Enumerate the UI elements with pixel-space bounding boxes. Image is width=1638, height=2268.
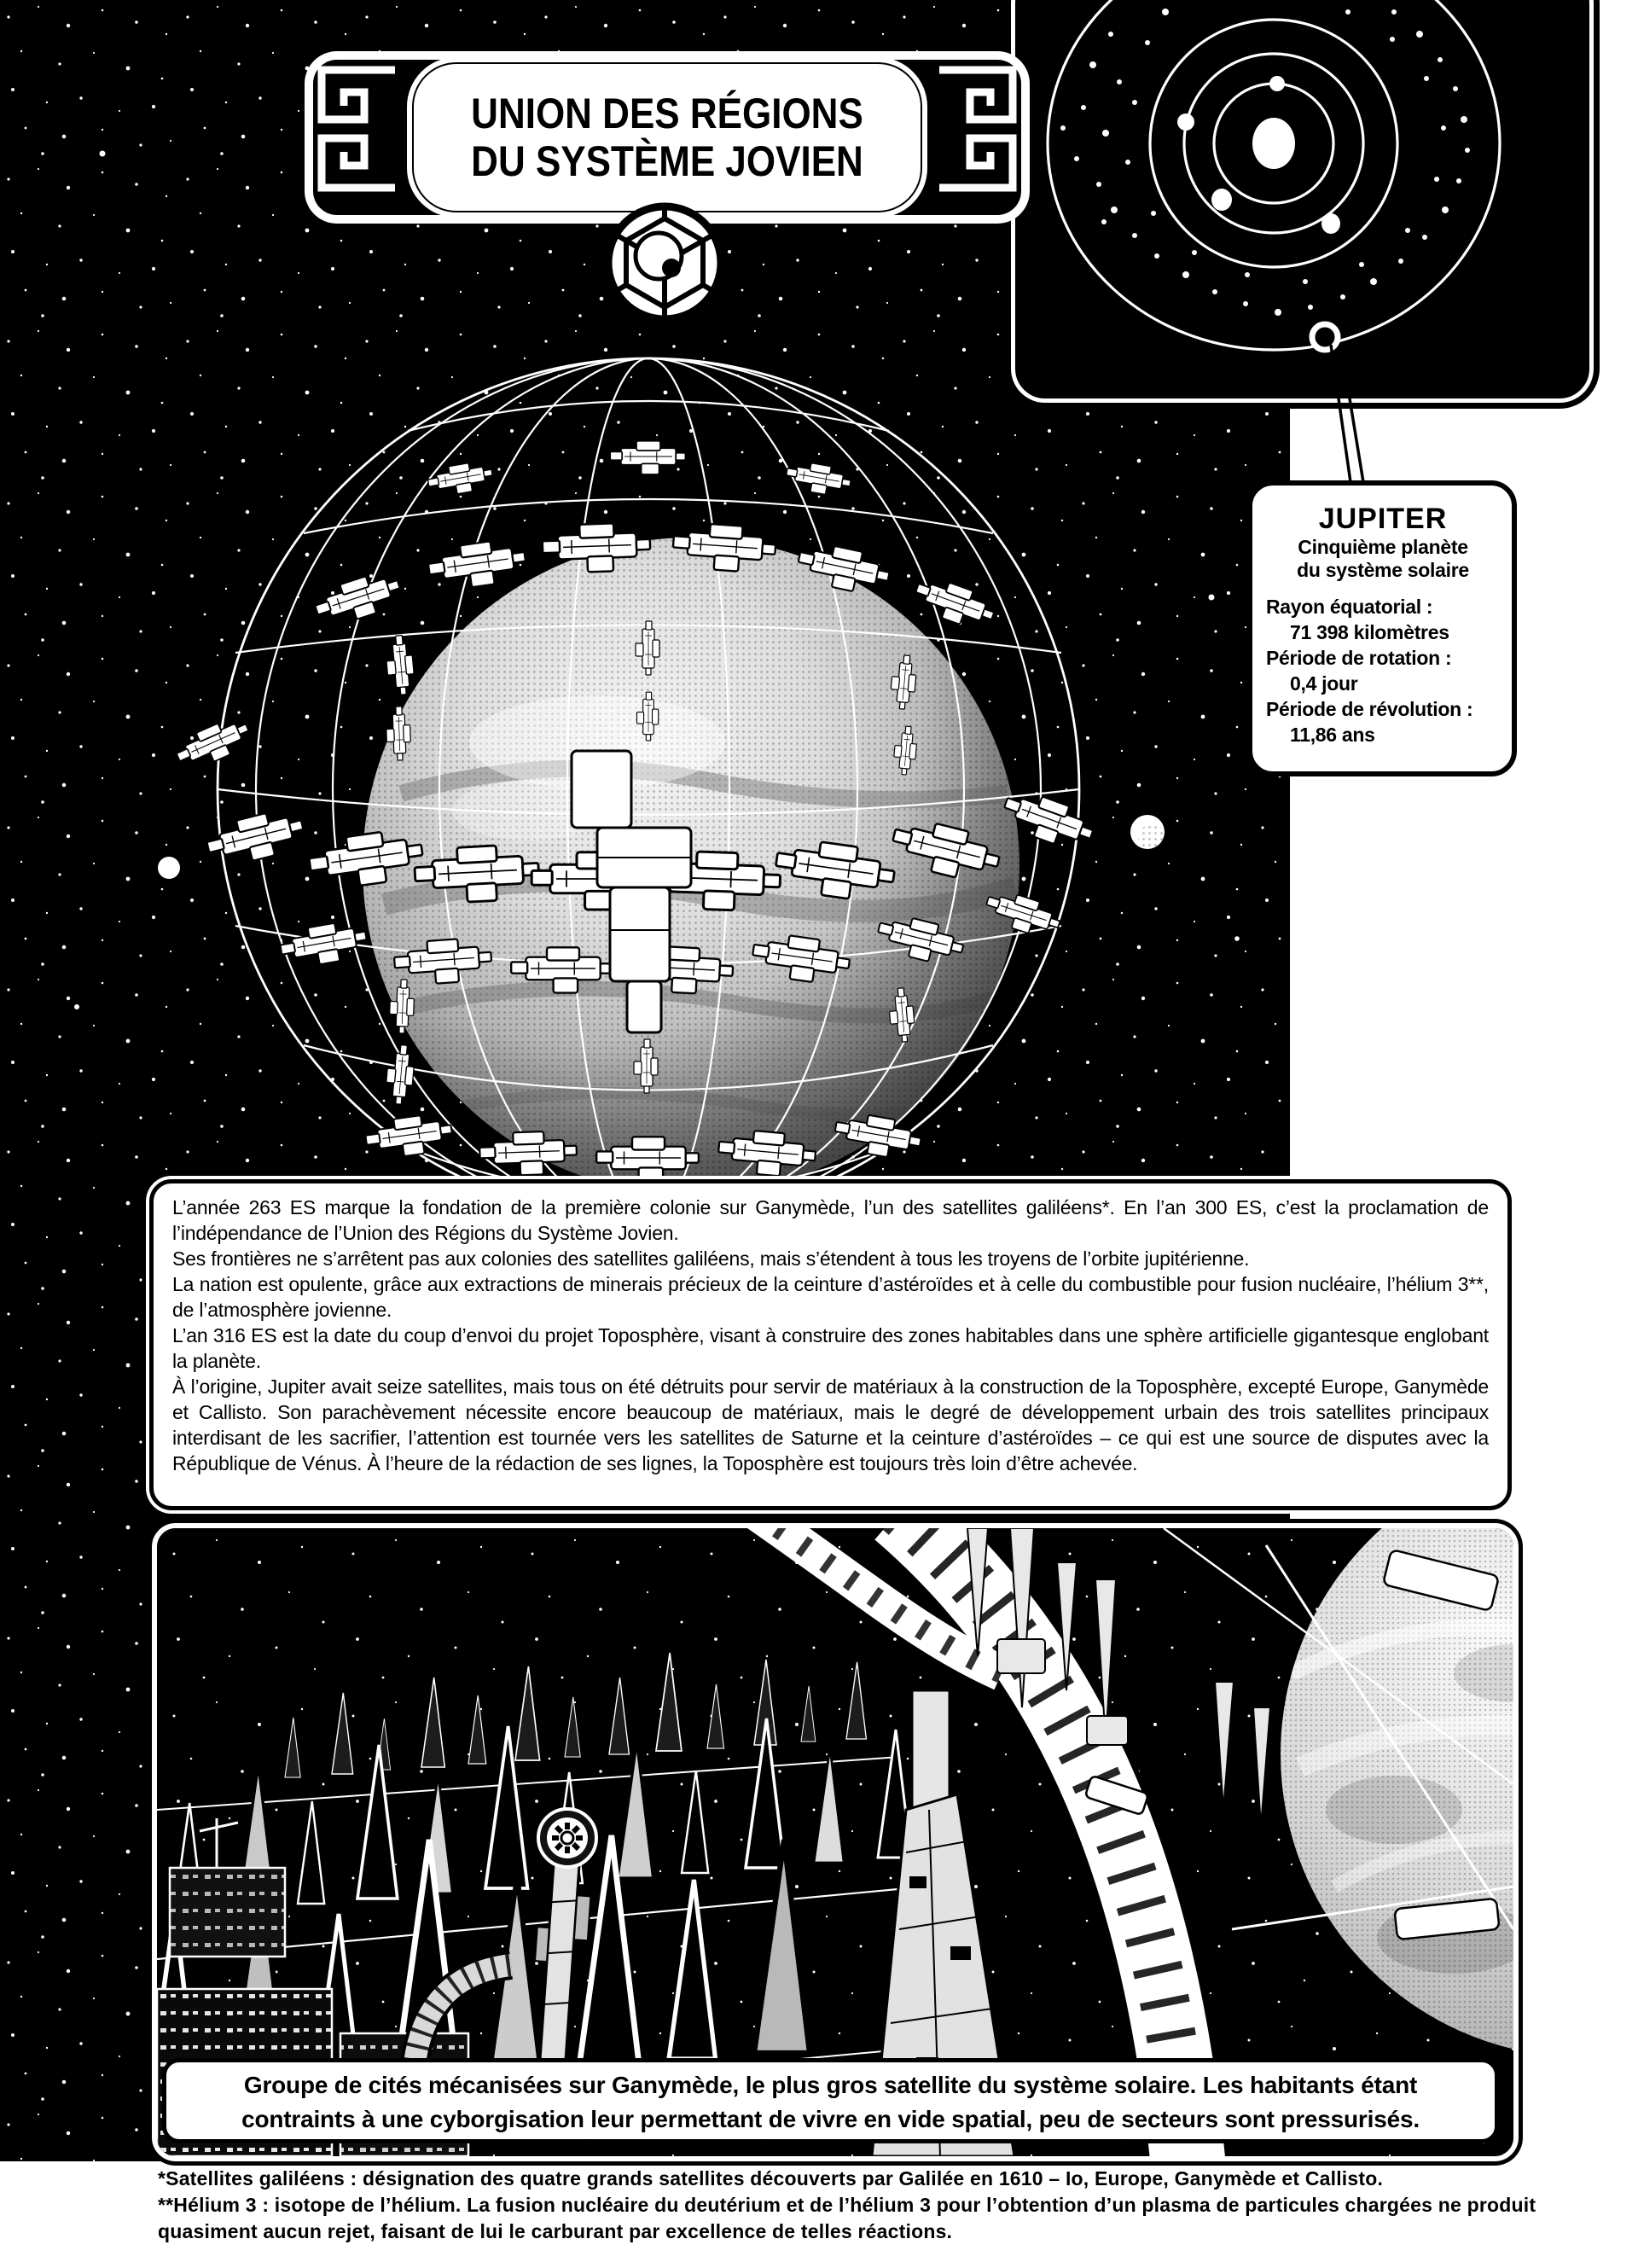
jupiter-info-card [1247, 480, 1517, 776]
field-label: Période de révolution : [1266, 698, 1473, 720]
footnote-1: *Satellites galiléens : désignation des quatre grands satellites découverts par Galilée en 1610 – Io, Europe, Ganymède et Callisto. [158, 2167, 1384, 2189]
moon-dot [1211, 189, 1232, 211]
moon-dot [1269, 76, 1285, 91]
history-paragraph: À l’origine, Jupiter avait seize satellites, mais tous on été détruits pour servir de matériaux à la construction de la Toposphère, excepté Europe, Ganymède et Callisto. Son parachèvement nécessite encore beaucoup de matériaux, mais le degré de développement urbain des trois satellites principaux interdisant de les sacrifier, l’attention est tournée vers les satellites de Saturne et la ceinture d’astéroïdes – ce qui est une source de disputes avec la République de Vénus. À l’heure de la rédaction de ses lignes, la Toposphère est toujours très loin d’être achevée. [172, 1375, 1489, 1474]
history-text-box [149, 1179, 1512, 1510]
callout-marker [1312, 324, 1338, 350]
footnote-2: **Hélium 3 : isotope de l’hélium. La fusion nucléaire du deutérium et de l’hélium 3 pour l’obtention d’un plasma de particules chargées ne produit quasiment aucun rejet, faisant de lui le carburant par excellence de telles réactions. [158, 2194, 1536, 2242]
ganymede-city-panel [152, 1523, 1519, 2161]
title-line-1: UNION DES RÉGIONS [471, 90, 863, 137]
moon-left [158, 857, 180, 879]
field-value: 71 398 kilomètres [1290, 621, 1449, 643]
moon-dot [1177, 113, 1194, 131]
history-paragraph: L’an 316 ES est la date du coup d’envoi du projet Toposphère, visant à construire des zones habitables dans une sphère artificielle gigantesque englobant la planète. [172, 1324, 1489, 1372]
page-title [439, 57, 897, 218]
footnotes [158, 2166, 1550, 2245]
caption-text: Groupe de cités mécanisées sur Ganymède, le plus gros satellite du système solaire. Les habitants étant contraints à une cyborgisation leur permettant de vivre en vide spatial, peu de secteurs sont pressurisés. [241, 2072, 1420, 2132]
greek-key-ornament-left [310, 63, 405, 195]
union-emblem-icon [596, 195, 733, 331]
field-value: 0,4 jour [1290, 672, 1358, 695]
field-label: Période de rotation : [1266, 647, 1452, 669]
history-paragraph: La nation est opulente, grâce aux extractions de minerais précieux de la ceinture d’astéroïdes et à celle du combustible pour fusion nucléaire, l’hélium 3**, de l’atmosphère jovienne. [172, 1273, 1489, 1321]
field-label: Rayon équatorial : [1266, 596, 1433, 618]
card-title: JUPITER [1318, 503, 1448, 535]
greek-key-ornament-right [929, 63, 1025, 195]
caption-box [162, 2058, 1499, 2143]
card-subtitle-1: Cinquième planète [1298, 536, 1468, 558]
orbit-diagram-inset [1011, 0, 1594, 403]
title-line-2: DU SYSTÈME JOVIEN [471, 137, 863, 185]
card-subtitle-2: du système solaire [1297, 559, 1469, 581]
jupiter-dot [1252, 118, 1295, 169]
history-paragraph: Ses frontières ne s’arrêtent pas aux colonies des satellites galiléens, mais s’étendent à tous les troyens de l’orbite jupitérienne. [172, 1247, 1250, 1270]
history-paragraph: L’année 263 ES marque la fondation de la première colonie sur Ganymède, l’un des satellites galiléens*. En l’an 300 ES, c’est la proclamation de l’indépendance de l’Union des Régions du Système Jovien. [172, 1196, 1489, 1244]
title-box [407, 57, 927, 218]
field-value: 11,86 ans [1290, 724, 1375, 746]
orbit-diagram [1011, 0, 1594, 403]
moon-dot [1321, 213, 1340, 234]
